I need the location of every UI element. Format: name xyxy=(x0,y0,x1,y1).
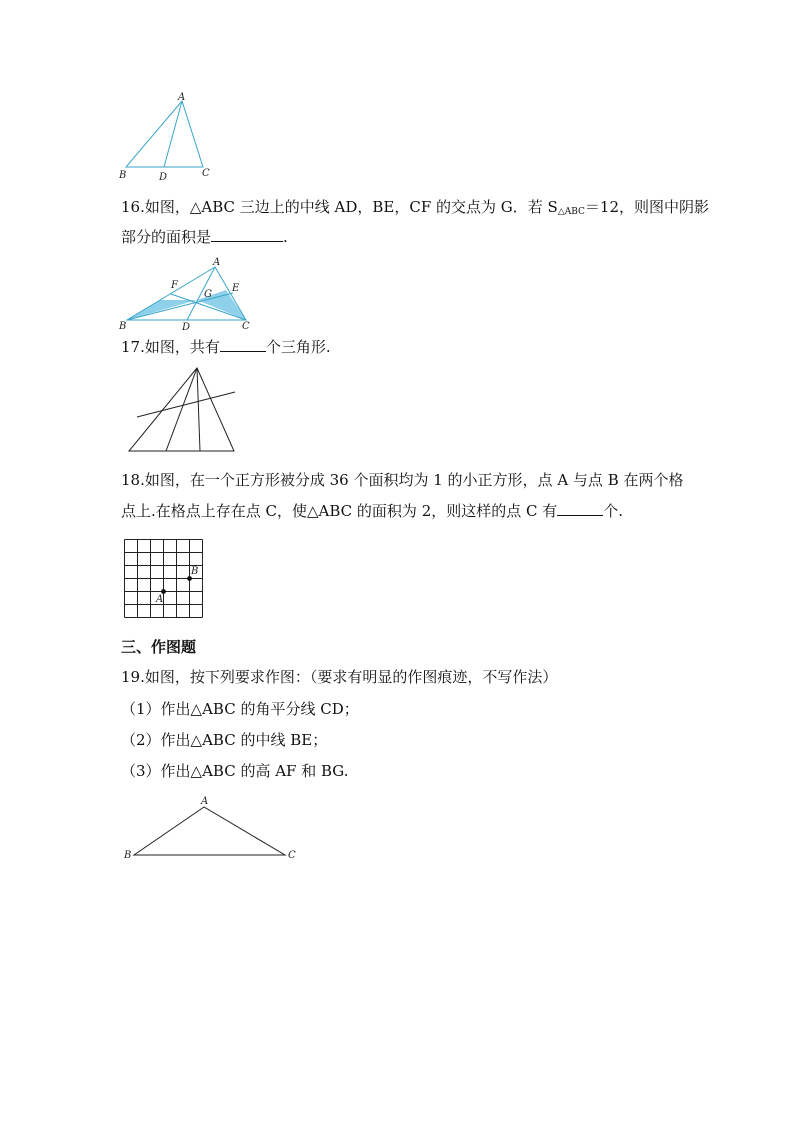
q17-text-a: 17.如图，共有 xyxy=(121,338,220,356)
label-a: A xyxy=(201,796,209,807)
label-d: D xyxy=(159,172,168,183)
q19-item-3: （3）作出△ABC 的高 AF 和 BG. xyxy=(121,762,349,780)
label-a: A xyxy=(156,594,164,605)
q17-line xyxy=(121,336,331,358)
q18-line2-end: 个. xyxy=(603,502,624,520)
inner-line-2 xyxy=(197,368,200,451)
crossing-line xyxy=(137,392,235,417)
q16-subscript: △ABC xyxy=(557,207,585,217)
label-d: D xyxy=(182,322,191,333)
label-c: C xyxy=(288,850,296,861)
q18-line1: 18.如图，在一个正方形被分成 36 个面积均为 1 的小正方形，点 A 与点 B 在两个格 xyxy=(121,471,684,489)
q17-answer-blank[interactable] xyxy=(220,336,266,352)
q19-item-1: （1）作出△ABC 的角平分线 CD； xyxy=(121,700,359,718)
figure-triangle-19 xyxy=(118,792,303,862)
q16-line2-text: 部分的面积是 xyxy=(121,228,212,246)
q18-answer-blank[interactable] xyxy=(557,500,603,516)
figure-triangle-abd xyxy=(115,90,225,185)
triangle-abc xyxy=(126,101,203,167)
figure-grid-6x6 xyxy=(120,535,208,620)
figure-count-triangles xyxy=(125,364,240,456)
q19-item-2: （2）作出△ABC 的中线 BE； xyxy=(121,731,328,749)
q17-text-b: 个三角形. xyxy=(265,338,331,356)
q18-line2 xyxy=(121,500,623,522)
q16-period: . xyxy=(283,228,288,246)
label-b: B xyxy=(119,170,127,181)
section-heading: 三、作图题 xyxy=(121,638,197,656)
q16-text-a: 16.如图，△ABC 三边上的中线 AD，BE，CF 的交点为 G．若 S xyxy=(121,198,558,216)
q16-line2 xyxy=(121,226,288,248)
q16-line1 xyxy=(121,196,709,223)
label-e: E xyxy=(232,283,240,294)
label-g: G xyxy=(204,289,212,300)
label-b: B xyxy=(124,850,132,861)
q19-stem: 19.如图，按下列要求作图：（要求有明显的作图痕迹，不写作法） xyxy=(121,668,558,686)
label-a: A xyxy=(178,92,186,103)
label-c: C xyxy=(242,321,250,332)
triangle-abc xyxy=(134,807,285,855)
inner-line-1 xyxy=(166,368,197,451)
figure-medians-shaded xyxy=(115,254,265,334)
q16-text-b: ＝12，则图中阴影 xyxy=(584,198,710,216)
label-a: A xyxy=(213,257,221,268)
label-c: C xyxy=(202,168,210,179)
q16-answer-blank[interactable] xyxy=(211,226,283,242)
label-b: B xyxy=(191,566,199,577)
label-b: B xyxy=(119,321,127,332)
q18-line2-text: 点上.在格点上存在点 C，使△ABC 的面积为 2，则这样的点 C 有 xyxy=(121,502,558,520)
label-f: F xyxy=(171,280,178,291)
